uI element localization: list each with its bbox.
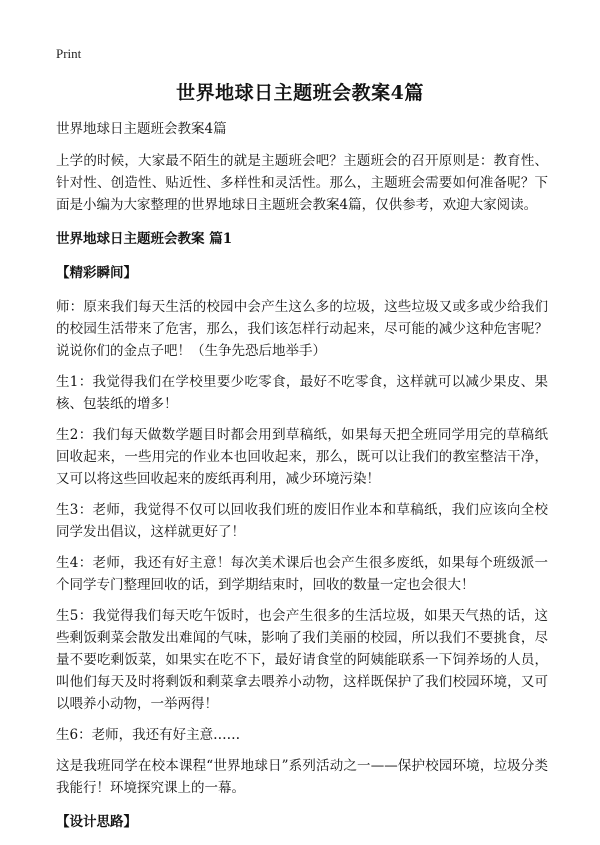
document-title: 世界地球日主题班会教案4篇 [176,82,424,104]
document-body [56,118,548,845]
document-subtitle: 世界地球日主题班会教案4篇 [56,121,227,137]
student-paragraph-4: 生4：老师，我还有好主意！每次美术课后也会产生很多废纸，如果每个班级派一个同学专门整理回收的话，到学期结束时，回收的数量一定也会很大！ [56,555,548,593]
student-paragraph-2: 生2：我们每天做数学题目时都会用到草稿纸，如果每天把全班同学用完的草稿纸回收起来，一些用完的作业本也回收起来，那么，既可以让我们的教室整洁干净，又可以将这些回收起来的废纸再利用，减少环境污染！ [56,427,548,487]
subsection-heading-design: 【设计思路】 [56,814,137,830]
print-label: Print [56,46,82,61]
student-paragraph-1: 生1：我觉得我们在学校里要少吃零食，最好不吃零食，这样就可以减少果皮、果核、包装纸的增多！ [56,374,548,412]
student-paragraph-6: 生6：老师，我还有好主意…… [56,727,241,743]
section-heading: 世界地球日主题班会教案 篇1 [56,231,233,247]
subsection-heading-highlights: 【精彩瞬间】 [56,265,137,281]
student-paragraph-3: 生3：老师，我觉得不仅可以回收我们班的废旧作业本和草稿纸，我们应该向全校同学发出倡议，这样就更好了！ [56,502,548,540]
intro-paragraph: 上学的时候，大家最不陌生的就是主题班会吧？主题班会的召开原则是：教育性、针对性、创造性、贴近性、多样性和灵活性。那么，主题班会需要如何准备呢？下面是小编为大家整理的世界地球日主题班会教案4篇，仅供参考，欢迎大家阅读。 [56,153,548,213]
student-paragraph-5: 生5：我觉得我们每天吃午饭时，也会产生很多的生活垃圾，如果天气热的话，这些剩饭剩菜会散发出难闻的气味，影响了我们美丽的校园，所以我们不要挑食，尽量不要吃剩饭菜，如果实在吃不下，最好请食堂的阿姨能联系一下饲养场的人员，叫他们每天及时将剩饭和剩菜拿去喂养小动物，这样既保护了我们校园环境，又可以喂养小动物，一举两得！ [56,608,548,712]
summary-paragraph: 这是我班同学在校本课程“世界地球日”系列活动之一——保护校园环境，垃圾分类我能行！环境探究课上的一幕。 [56,758,548,796]
teacher-paragraph: 师：原来我们每天生活的校园中会产生这么多的垃圾，这些垃圾又或多或少给我们的校园生活带来了危害，那么，我们该怎样行动起来，尽可能的减少这种危害呢？说说你们的金点子吧！（生争先恐后地举手） [56,299,548,359]
